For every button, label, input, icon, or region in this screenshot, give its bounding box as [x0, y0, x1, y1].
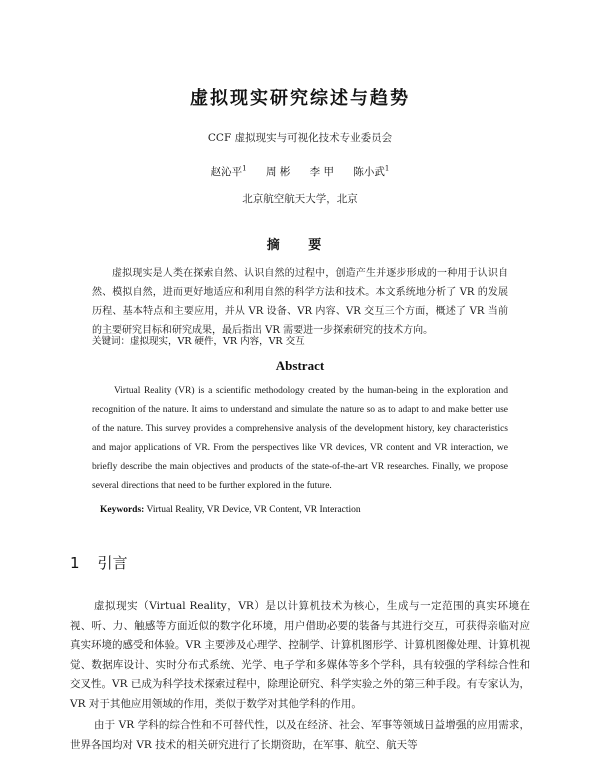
intro-paragraph-2: 由于 VR 学科的综合性和不可替代性，以及在经济、社会、军事等领域日益增强的应用需求，世界各国均对 VR 技术的相关研究进行了长期资助，在军事、航空、航天等: [70, 719, 530, 751]
abstract-en-heading: Abstract: [275, 358, 325, 373]
keywords-en: [100, 505, 508, 515]
abstract-cn-heading: 摘 要: [266, 238, 334, 253]
keywords-en-list: Virtual Reality, VR Device, VR Content, VR Interaction: [146, 505, 361, 515]
author: 陈小武$^1$: [353, 164, 390, 178]
affiliation: 北京航空航天大学，北京: [242, 193, 358, 205]
intro-paragraph-1: 虚拟现实（Virtual Reality，VR）是以计算机技术为核心，生成与一定范围的真实环境在视、听、力、触感等方面近似的数字化环境，用户借助必要的装备与其进行交互，可获得亲临对应真实环境的感受和体验。VR 主要涉及心理学、控制学、计算机图形学、计算机图像处理、计算机视觉、数据库设计、实时分布式系统、光学、电子学和多媒体等多个学科，具有较强的学科综合性和交叉性。VR 已成为科学技术探索过程中，除理论研究、科学实验之外的第三种手段。有专家认为，VR 对于其他应用领域的作用，类似于数学对其他学科的作用。: [70, 600, 530, 710]
author: 周 彬: [265, 166, 291, 178]
section-number: 1: [70, 554, 80, 572]
author: 赵沁平$^1$: [210, 164, 247, 178]
committee-line: CCF 虚拟现实与可视化技术专业委员会: [207, 132, 393, 144]
keywords-cn: 关键词：虚拟现实，VR 硬件，VR 内容，VR 交互: [92, 336, 305, 347]
keywords-en-label: Keywords:: [100, 505, 145, 515]
section-heading: [70, 552, 128, 573]
author-list: [0, 164, 600, 179]
paper-title: 虚拟现实研究综述与趋势: [190, 88, 410, 109]
author: 李 甲: [309, 166, 335, 178]
abstract-en: Virtual Reality (VR) is a scientific methodology created by the human-being in the exploration and recognition of the nature. It aims to understand and simulate the nature so as to adapt to and make better use of the nature. This survey provides a comprehensive analysis of the development history, key characteristics and major applications of VR. From the perspectives like VR devices, VR content and VR interaction, we briefly describe the main objectives and products of the state-of-the-art VR researches. Finally, we propose several directions that need to be further explored in the future.: [92, 386, 508, 491]
abstract-cn: 虚拟现实是人类在探索自然、认识自然的过程中，创造产生并逐步形成的一种用于认识自然、模拟自然，进而更好地适应和利用自然的科学方法和技术。本文系统地分析了 VR 的发展历程、基本特点和主要应用，并从 VR 设备、VR 内容、VR 交互三个方面，概述了 VR 当前的主要研究目标和研究成果，最后指出 VR 需要进一步探索研究的技术方向。: [92, 268, 508, 336]
section-title-text: 引言: [97, 554, 128, 572]
